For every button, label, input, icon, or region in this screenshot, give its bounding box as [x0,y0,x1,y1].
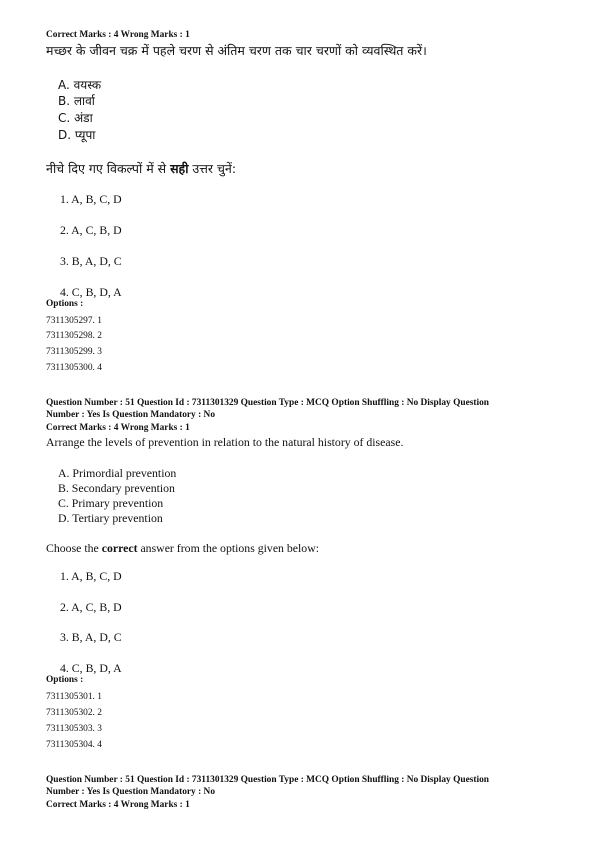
options-label: Options : [46,299,84,309]
answer-choice: 2. A, C, B, D [60,223,122,237]
instruction-post: उत्तर चुनें: [188,161,237,176]
list-item: B. Secondary prevention [58,481,175,495]
answer-choice: 4. C, B, D, A [60,661,122,675]
instruction-post: answer from the options given below: [137,541,320,555]
marks-line: Correct Marks : 4 Wrong Marks : 1 [46,30,190,40]
list-item: A. वयस्क [58,78,102,92]
option-id: 7311305304. 4 [46,740,102,750]
option-id: 7311305302. 2 [46,708,102,718]
answer-choice: 1. A, B, C, D [60,192,122,206]
instruction-text [46,541,319,556]
answer-choice: 2. A, C, B, D [60,600,122,614]
question-header: Number : Yes Is Question Mandatory : No [46,410,216,420]
question-header: Question Number : 51 Question Id : 7311301329 Question Type : MCQ Option Shuffling : No Display Question [46,775,490,785]
answer-choice: 4. C, B, D, A [60,285,122,299]
list-item: C. अंडा [58,111,93,125]
option-id: 7311305297. 1 [46,316,102,326]
option-id: 7311305303. 3 [46,724,102,734]
marks-line: Correct Marks : 4 Wrong Marks : 1 [46,423,190,433]
options-label: Options : [46,675,84,685]
option-id: 7311305298. 2 [46,331,102,341]
list-item: A. Primordial prevention [58,466,177,480]
question-header: Number : Yes Is Question Mandatory : No [46,787,216,797]
answer-choice: 3. B, A, D, C [60,254,122,268]
instruction-text [46,160,236,177]
instruction-pre: नीचे दिए गए विकल्पों में से [46,161,171,176]
answer-choice: 3. B, A, D, C [60,630,122,644]
marks-line: Correct Marks : 4 Wrong Marks : 1 [46,800,190,810]
instruction-pre: Choose the [46,541,102,555]
question-header: Question Number : 51 Question Id : 7311301329 Question Type : MCQ Option Shuffling : No Display Question [46,398,490,408]
question-text: Arrange the levels of prevention in relation to the natural history of disease. [46,435,404,449]
instruction-emphasis: सही [170,161,189,176]
question-text: मच्छर के जीवन चक्र में पहले चरण से अंतिम चरण तक चार चरणों को व्यवस्थित करें। [46,43,427,58]
answer-choice: 1. A, B, C, D [60,569,122,583]
option-id: 7311305300. 4 [46,363,102,373]
list-item: C. Primary prevention [58,496,164,510]
instruction-emphasis: correct [101,541,138,555]
list-item: D. Tertiary prevention [58,511,163,525]
option-id: 7311305301. 1 [46,692,102,702]
option-id: 7311305299. 3 [46,347,102,357]
list-item: B. लार्वा [58,94,95,108]
list-item: D. प्यूपा [58,128,96,142]
